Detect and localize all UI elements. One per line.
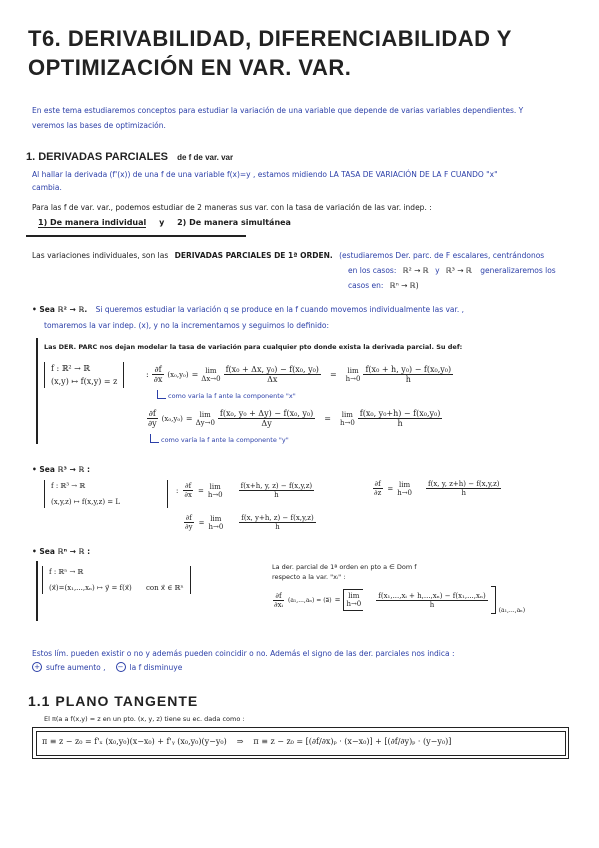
divider-line [26, 235, 246, 237]
intro-line-1: En este tema estudiaremos conceptos para estudiar la variación de una variable que depende de varias variables dependientes. Y [32, 106, 524, 115]
rn-map: f : ℝⁿ → ℝ (x⃗)=(x₁,...,xₙ) ↦ y⃗ = f(x⃗) con x⃗ ∈ ℝⁿ [42, 566, 191, 594]
intro-line-2: veremos las bases de optimización. [32, 121, 166, 130]
r2-partial-y: $\frac{\partial f}{\partial y}$ (x₀,y₀) = lim Δy→0 $\frac{\text{f(x₀, y₀ + Δy) − f(x₀, y₀)}}{\Delta y}$ = lim h→0 $\frac{\text{f(x₀, y₀+h) − f(x₀,y₀)}}{h}$ [148, 409, 441, 428]
rn-block-bar [36, 561, 38, 621]
r2-block-bar [36, 338, 38, 444]
plano-equation: π ≡ z − z₀ = f'ₓ (x₀,y₀)(x−x₀) + f'ᵧ (x₀,y₀)(y−y₀) ⇒ π ≡ z − z₀ = [(∂f/∂x)ₚ · (x−x₀)] + [(∂f/∂y)ₚ · (y−y₀)] [42, 737, 452, 746]
rn-def-1: La der. parcial de 1ª orden en pto a ∈ Dom f [272, 563, 417, 571]
r2-partial-x: : $\frac{\partial f}{\partial x}$ (x₀,y₀) = lim Δx→0 $\frac{\text{f(x₀ + Δx, y₀) − f(x₀, y₀)}}{\Delta x}$ = lim h→0 $\frac{\text{f(x₀ + h, y₀) − f(x₀,y₀)}}{h}$ [146, 365, 452, 384]
plano-text: El π(a a f(x,y) = z en un pto. (x, y, z) tiene su ec. dada como : [44, 715, 245, 723]
para-1b: cambia. [32, 183, 62, 192]
minus-circle-icon: − [116, 662, 126, 672]
r2-note-x-bracket [157, 390, 166, 399]
rn-partial: $\frac{\partial f}{\text{∂xᵢ}}$ (a₁,...,aₙ) = (a⃗) = lim h→0 $\frac{\text{f(x₁,...,xᵢ + h,...,xₙ) − f(x₁,...,xₙ)}}{h}$ (a₁,...,aₙ) [272, 586, 525, 614]
section-heading-plano: 1.1 PLANO TANGENTE [28, 693, 199, 709]
page-title: T6. DERIVABILIDAD, DIFERENCIABILIDAD Y OPTIMIZACIÓN EN VAR. VAR. [28, 26, 512, 80]
options-line: 1) De manera individual y 2) De manera simultánea [38, 218, 291, 227]
closing-line-2: + sufre aumento , − la f disminuye [32, 662, 182, 672]
para-3: Las variaciones individuales, son las DERIVADAS PARCIALES DE 1ª ORDEN. (estudiaremos Der. parc. de F escalares, centrándonos [32, 251, 545, 260]
r2-intro-1: • Sea ℝ² → ℝ. Si queremos estudiar la variación q se produce en la f cuando movemos individualmente las var. , [32, 305, 465, 314]
closing-line-1: Estos lím. pueden existir o no y además pueden coincidir o no. Además el signo de las der. parciales nos indica : [32, 649, 455, 658]
r3-partial-x: : $\frac{\partial f}{\partial x}$ = lim h→0 $\frac{f(x+h, y, z) - f(x,y,z)}{h}$ [176, 482, 313, 499]
para-2: Para las f de var. var., podemos estudiar de 2 maneras sus var. con la tasa de variación de las var. indep. : [32, 203, 432, 212]
para-1a: Al hallar la derivada (f'(x)) de una f de una variable f(x)=y , estamos midiendo LA TASA DE VARIACIÓN DE LA F CUANDO "x" [32, 170, 498, 179]
r3-partial-z: $\frac{\partial f}{\partial z}$ = lim h→0 $\frac{f(x, y, z+h) - f(x,y,z)}{h}$ [374, 480, 500, 497]
r2-note-x: como varía la f ante la componente "x" [168, 392, 296, 400]
r2-note-y: como varía la f ante la componente "y" [161, 436, 289, 444]
r3-bullet: • Sea ℝ³ → ℝ : [32, 465, 90, 474]
r3-map: f : ℝ³ → ℝ (x,y,z) ↦ f(x,y,z) = L [44, 480, 168, 508]
para-3-cases: en los casos: ℝ² → ℝ y ℝ³ → ℝ generalizaremos los [348, 266, 556, 275]
para-3-general: casos en: ℝⁿ → ℝ) [348, 281, 419, 290]
r2-map: f : ℝ² → ℝ (x,y) ↦ f(x,y) = z [44, 362, 124, 388]
plus-circle-icon: + [32, 662, 42, 672]
r2-note-y-bracket [150, 434, 159, 443]
r2-intro-2: tomaremos la var indep. (x), y no la incrementamos y seguimos lo definido: [44, 321, 330, 330]
section-heading-derivadas: 1. DERIVADAS PARCIALES de f de var. var [26, 151, 234, 163]
rn-def-2: respecto a la var. "xᵢ" : [272, 573, 346, 581]
r3-partial-y: $\frac{\partial f}{\partial y}$ = lim h→0 $\frac{f(x, y+h, z) - f(x,y,z)}{h}$ [185, 514, 314, 531]
rn-bullet: • Sea ℝⁿ → ℝ : [32, 547, 91, 556]
r2-def: Las DER. PARC nos dejan modelar la tasa de variación para cualquier pto donde exista la derivada parcial. Su def: [44, 343, 463, 351]
